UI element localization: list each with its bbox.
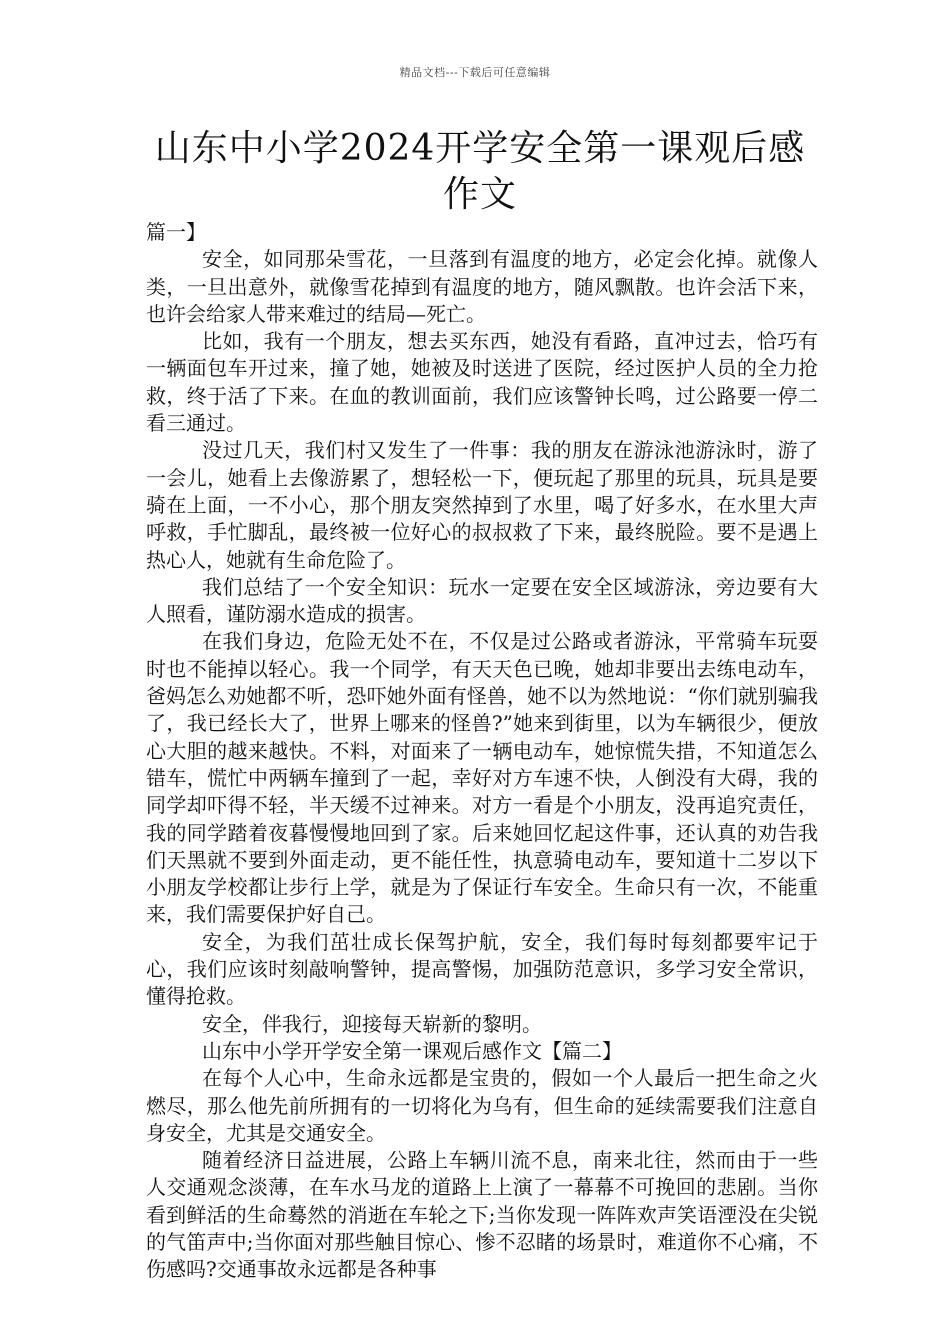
- paragraph: 我们总结了一个安全知识：玩水一定要在安全区域游泳，旁边要有大人照看，谨防溺水造成的损害。: [146, 574, 818, 627]
- paragraph: 在我们身边，危险无处不在，不仅是过公路或者游泳，平常骑车玩耍时也不能掉以轻心。我一个同学，有天天色已晚，她却非要出去练电动车，爸妈怎么劝她都不听，恐吓她外面有怪兽，她不以为然地说：“你们就别骗我了，我已经长大了，世界上哪来的怪兽?”她来到街里，以为车辆很少，便放心大胆的越来越快。不料，对面来了一辆电动车，她惊慌失措，不知道怎么错车，慌忙中两辆车撞到了一起，幸好对方车速不快，人倒没有大碍，我的同学却吓得不轻，半天缓不过神来。对方一看是个小朋友，没再追究责任，我的同学踏着夜暮慢慢地回到了家。后来她回忆起这件事，还认真的劝告我们天黑就不要到外面走动，更不能任性，执意骑电动车，要知道十二岁以下小朋友学校都让步行上学，就是为了保证行车安全。生命只有一次，不能重来，我们需要保护好自己。: [146, 629, 818, 927]
- paragraph: 安全，伴我行，迎接每天崭新的黎明。: [202, 1011, 542, 1036]
- section-two-heading: 山东中小学开学安全第一课观后感作文【篇二】: [202, 1038, 622, 1063]
- paragraph: 安全，如同那朵雪花，一旦落到有温度的地方，必定会化掉。就像人类，一旦出意外，就像雪花掉到有温度的地方，随风飘散。也许会活下来，也许会给家人带来难过的结局—死亡。: [146, 247, 818, 326]
- document-title: 山东中小学2024开学安全第一课观后感作文: [154, 128, 806, 215]
- paragraph: 在每个人心中，生命永远都是宝贵的，假如一个人最后一把生命之火燃尽，那么他先前所拥有的一切将化为乌有，但生命的延续需要我们注意自身安全，尤其是交通安全。: [146, 1066, 818, 1145]
- paragraph: 随着经济日益进展，公路上车辆川流不息，南来北往，然而由于一些人交通观念淡薄，在车水马龙的道路上上演了一幕幕不可挽回的悲剧。当你看到鲜活的生命蓦然的消逝在车轮之下;当你发现一阵阵欢声笑语湮没在尖锐的气笛声中;当你面对那些触目惊心、惨不忍睹的场景时，难道你不心痛，不伤感吗?交通事故永远都是各种事: [146, 1148, 818, 1282]
- paragraph: 比如，我有一个朋友，想去买东西，她没有看路，直冲过去，恰巧有一辆面包车开过来，撞了她，她被及时送进了医院，经过医护人员的全力抢救，终于活了下来。在血的教训面前，我们应该警钟长鸣，过公路要一停二看三通过。: [146, 329, 818, 436]
- document-body: [146, 219, 818, 1284]
- paragraph: 安全，为我们茁壮成长保驾护航，安全，我们每时每刻都要牢记于心，我们应该时刻敲响警钟，提高警惕，加强防范意识，多学习安全常识，懂得抢救。: [146, 929, 818, 1009]
- section-one-label: 篇一】: [146, 220, 206, 244]
- header-note: 精品文档---下载后可任意编辑: [399, 66, 551, 79]
- paragraph: 没过几天，我们村又发生了一件事：我的朋友在游泳池游泳时，游了一会儿，她看上去像游累了，想轻松一下，便玩起了那里的玩具，玩具是要骑在上面，一不小心，那个朋友突然掉到了水里，喝了好多水，在水里大声呼救，手忙脚乱，最终被一位好心的叔叔救了下来，最终脱险。要不是遇上热心人，她就有生命危险了。: [146, 438, 818, 572]
